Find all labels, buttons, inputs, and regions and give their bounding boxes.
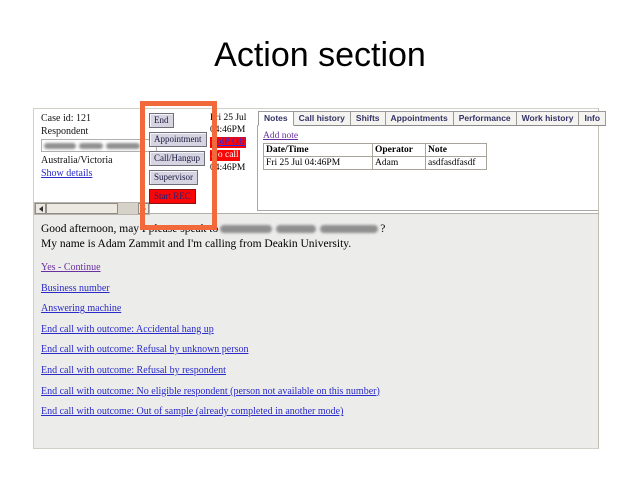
notes-table-header-row	[264, 144, 487, 157]
redacted-text	[44, 143, 76, 149]
redacted-name	[220, 225, 272, 233]
scrollbar-thumb[interactable]	[46, 203, 118, 214]
respondent-label: Respondent	[41, 126, 89, 137]
tab-shifts[interactable]: Shifts	[351, 111, 386, 126]
call-status-column	[210, 112, 258, 174]
top-section	[34, 109, 601, 214]
link-yes-continue[interactable]: Yes - Continue	[41, 262, 101, 273]
scroll-right-button[interactable]	[138, 203, 149, 214]
call-date-text: Fri 25 Jul	[210, 113, 247, 123]
note-datetime-cell: Fri 25 Jul 04:46PM	[264, 157, 373, 170]
scroll-left-button[interactable]	[35, 203, 46, 214]
tab-bar	[258, 111, 606, 126]
call-state-chip: No call	[211, 150, 239, 160]
app-screenshot	[33, 108, 599, 449]
supervisor-button[interactable]: Supervisor	[149, 170, 198, 185]
tab-work-history[interactable]: Work history	[517, 111, 580, 126]
note-operator-cell: Adam	[373, 157, 426, 170]
script-line1-suffix: ?	[380, 223, 386, 235]
link-outcome-refusal-respondent[interactable]: End call with outcome: Refusal by respondent	[41, 364, 226, 376]
arrow-right-icon	[142, 206, 146, 212]
voip-status-chip	[210, 137, 246, 148]
link-outcome-no-eligible-respondent[interactable]: End call with outcome: No eligible respondent (person not available on this number)	[41, 385, 380, 397]
end-button[interactable]: End	[149, 113, 174, 128]
script-line1-prefix: Good afternoon, may I please speak to	[41, 223, 219, 235]
location-text: Australia/Victoria	[41, 155, 113, 166]
start-rec-button[interactable]: Start REC	[149, 189, 196, 204]
scrollbar-track[interactable]	[118, 203, 138, 214]
link-answering-machine[interactable]: Answering machine	[41, 303, 122, 315]
call-time-text: 04:46PM	[210, 125, 246, 135]
link-outcome-refusal-unknown[interactable]: End call with outcome: Refusal by unknown person	[41, 344, 249, 356]
tab-call-history[interactable]: Call history	[294, 111, 351, 126]
col-header-note: Note	[426, 144, 487, 157]
add-note-link[interactable]: Add note	[263, 131, 299, 141]
case-id-text: Case id: 121	[41, 113, 91, 124]
note-text-cell: asdfasdfasdf	[426, 157, 487, 170]
script-section	[34, 214, 598, 448]
voip-toggle-link[interactable]: VoIP Off	[211, 137, 245, 147]
redacted-text	[79, 143, 103, 149]
col-header-operator: Operator	[373, 144, 426, 157]
call-time2-text: 04:46PM	[210, 163, 246, 173]
outcome-links-list	[41, 262, 598, 418]
tab-info[interactable]: Info	[579, 111, 606, 126]
redacted-name	[276, 225, 316, 233]
appointment-button[interactable]: Appointment	[149, 132, 207, 147]
col-header-datetime: Date/Time	[264, 144, 373, 157]
action-buttons-column	[149, 113, 207, 204]
tab-performance[interactable]: Performance	[454, 111, 517, 126]
tab-notes[interactable]: Notes	[258, 111, 294, 126]
redacted-text	[106, 143, 140, 149]
link-outcome-accidental-hangup[interactable]: End call with outcome: Accidental hang up	[41, 323, 214, 335]
notes-table	[263, 143, 487, 170]
script-line-2: My name is Adam Zammit and I'm calling from Deakin University.	[41, 238, 352, 250]
link-business-number[interactable]: Business number	[41, 282, 110, 294]
call-hangup-button[interactable]: Call/Hangup	[149, 151, 205, 166]
show-details-link[interactable]: Show details	[41, 168, 93, 179]
link-outcome-out-of-sample[interactable]: End call with outcome: Out of sample (already completed in another mode)	[41, 406, 344, 418]
script-line-1	[41, 222, 598, 237]
page-title: Action section	[214, 36, 426, 74]
redacted-name	[320, 225, 378, 233]
arrow-left-icon	[39, 206, 43, 212]
table-row	[264, 157, 487, 170]
tab-appointments[interactable]: Appointments	[386, 111, 454, 126]
respondent-name-field[interactable]	[41, 139, 157, 152]
notes-panel	[257, 125, 598, 211]
